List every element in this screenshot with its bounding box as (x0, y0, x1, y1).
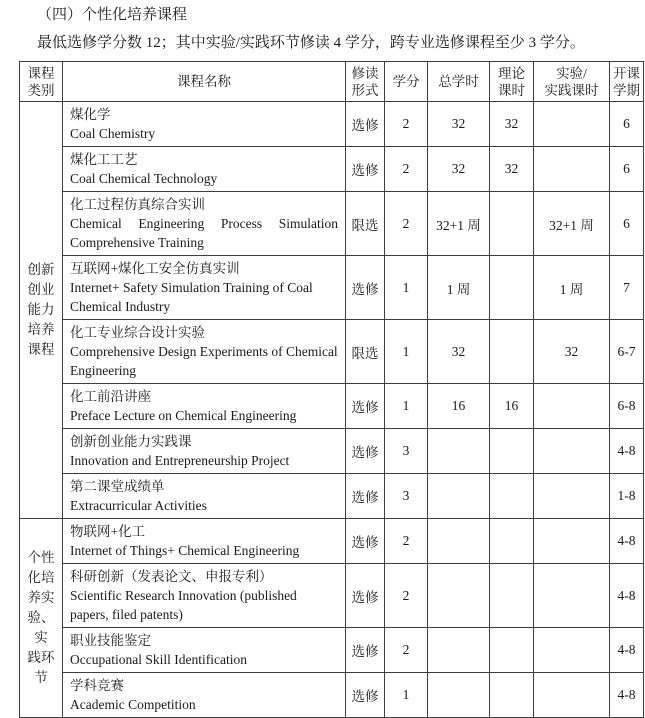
section-subtitle: 最低选修学分数 12；其中实验/实践环节修读 4 学分，跨专业选修课程至少 3 学分。 (37, 35, 585, 51)
mode-cell: 选修 (346, 147, 385, 192)
course-name-en: Scientific Research Innovation (published papers, filed patents) (70, 588, 297, 622)
semester-cell: 4-8 (610, 519, 644, 564)
category-cell: 创新 创业 能力 培养 课程 (20, 102, 63, 519)
credits-cell: 3 (385, 429, 428, 474)
credits-cell: 1 (385, 320, 428, 384)
course-name-zh: 煤化工工艺 (70, 152, 138, 167)
total-hours-cell: 32+1 周 (428, 192, 490, 256)
course-name-en: Occupational Skill Identification (70, 652, 247, 667)
credits-cell: 3 (385, 474, 428, 519)
theory-hours-cell: 16 (490, 384, 534, 429)
header-row (20, 62, 644, 102)
semester-cell: 6-8 (610, 384, 644, 429)
mode-cell: 选修 (346, 429, 385, 474)
practice-hours-cell (534, 474, 610, 519)
table-row (20, 320, 644, 384)
mode-cell: 选修 (346, 474, 385, 519)
table-row (20, 102, 644, 147)
table-row (20, 628, 644, 673)
course-name-zh: 煤化学 (70, 107, 111, 122)
credits-cell: 2 (385, 102, 428, 147)
course-name-cell (63, 429, 346, 474)
credits-cell: 2 (385, 628, 428, 673)
course-name-en: Preface Lecture on Chemical Engineering (70, 408, 297, 423)
table-row (20, 474, 644, 519)
total-hours-cell: 32 (428, 320, 490, 384)
mode-cell: 选修 (346, 384, 385, 429)
column-header-0: 课程 类别 (20, 62, 63, 102)
theory-hours-cell (490, 474, 534, 519)
practice-hours-cell: 32+1 周 (534, 192, 610, 256)
course-name-en: Comprehensive Design Experiments of Chemical Engineering (70, 344, 338, 378)
category-cell: 个性 化培 养实 验、实 践环 节 (20, 519, 63, 718)
course-name-zh: 互联网+煤化工安全仿真实训 (70, 261, 240, 276)
column-header-7: 开课 学期 (610, 62, 644, 102)
column-header-1: 课程名称 (63, 62, 346, 102)
course-name-cell (63, 147, 346, 192)
semester-cell: 4-8 (610, 628, 644, 673)
column-header-3: 学分 (385, 62, 428, 102)
table-row (20, 519, 644, 564)
course-name-en: Academic Competition (70, 697, 196, 712)
total-hours-cell (428, 673, 490, 718)
mode-cell: 选修 (346, 628, 385, 673)
practice-hours-cell: 1 周 (534, 256, 610, 320)
column-header-2: 修读 形式 (346, 62, 385, 102)
column-header-6: 实验/ 实践课时 (534, 62, 610, 102)
course-name-zh: 化工前沿讲座 (70, 389, 151, 404)
total-hours-cell: 16 (428, 384, 490, 429)
credits-cell: 2 (385, 192, 428, 256)
practice-hours-cell (534, 673, 610, 718)
semester-cell: 6 (610, 147, 644, 192)
course-name-cell (63, 102, 346, 147)
theory-hours-cell: 32 (490, 147, 534, 192)
course-name-cell (63, 256, 346, 320)
course-name-en: Internet+ Safety Simulation Training of Coal Chemical Industry (70, 280, 313, 314)
column-header-4: 总学时 (428, 62, 490, 102)
course-name-cell (63, 320, 346, 384)
column-header-5: 理论 课时 (490, 62, 534, 102)
course-name-zh: 化工过程仿真综合实训 (70, 197, 205, 212)
mode-cell: 选修 (346, 519, 385, 564)
course-name-cell (63, 519, 346, 564)
course-name-zh: 科研创新（发表论文、申报专利） (70, 569, 273, 584)
semester-cell: 7 (610, 256, 644, 320)
theory-hours-cell (490, 673, 534, 718)
semester-cell: 6-7 (610, 320, 644, 384)
semester-cell: 4-8 (610, 673, 644, 718)
course-table (19, 61, 644, 718)
course-name-zh: 创新创业能力实践课 (70, 434, 192, 449)
table-row (20, 192, 644, 256)
mode-cell: 限选 (346, 320, 385, 384)
section-title: （四）个性化培养课程 (37, 7, 188, 23)
table-row (20, 384, 644, 429)
mode-cell: 选修 (346, 102, 385, 147)
theory-hours-cell (490, 429, 534, 474)
total-hours-cell (428, 564, 490, 628)
theory-hours-cell (490, 628, 534, 673)
credits-cell: 1 (385, 673, 428, 718)
total-hours-cell: 32 (428, 147, 490, 192)
course-name-cell (63, 384, 346, 429)
total-hours-cell (428, 429, 490, 474)
semester-cell: 4-8 (610, 564, 644, 628)
theory-hours-cell: 32 (490, 102, 534, 147)
practice-hours-cell (534, 147, 610, 192)
table-row (20, 429, 644, 474)
theory-hours-cell (490, 256, 534, 320)
theory-hours-cell (490, 320, 534, 384)
course-name-zh: 物联网+化工 (70, 524, 146, 539)
practice-hours-cell (534, 519, 610, 564)
credits-cell: 1 (385, 256, 428, 320)
course-name-en: Chemical Engineering Process Simulation Comprehensive Training (70, 216, 338, 250)
total-hours-cell (428, 474, 490, 519)
course-name-en: Coal Chemistry (70, 126, 156, 141)
mode-cell: 限选 (346, 192, 385, 256)
course-name-en: Innovation and Entrepreneurship Project (70, 453, 290, 468)
document-page (0, 6, 645, 718)
semester-cell: 1-8 (610, 474, 644, 519)
practice-hours-cell: 32 (534, 320, 610, 384)
course-name-en: Internet of Things+ Chemical Engineering (70, 543, 300, 558)
course-name-cell (63, 564, 346, 628)
course-name-zh: 职业技能鉴定 (70, 633, 151, 648)
table-row (20, 673, 644, 718)
total-hours-cell (428, 519, 490, 564)
table-row (20, 147, 644, 192)
total-hours-cell: 32 (428, 102, 490, 147)
practice-hours-cell (534, 384, 610, 429)
practice-hours-cell (534, 628, 610, 673)
total-hours-cell: 1 周 (428, 256, 490, 320)
course-name-cell (63, 673, 346, 718)
table-row (20, 564, 644, 628)
credits-cell: 2 (385, 519, 428, 564)
mode-cell: 选修 (346, 564, 385, 628)
practice-hours-cell (534, 564, 610, 628)
semester-cell: 6 (610, 102, 644, 147)
credits-cell: 2 (385, 147, 428, 192)
theory-hours-cell (490, 564, 534, 628)
table-row (20, 256, 644, 320)
course-name-en: Extracurricular Activities (70, 498, 207, 513)
practice-hours-cell (534, 429, 610, 474)
course-name-zh: 第二课堂成绩单 (70, 479, 165, 494)
practice-hours-cell (534, 102, 610, 147)
course-name-cell (63, 628, 346, 673)
course-name-en: Coal Chemical Technology (70, 171, 218, 186)
mode-cell: 选修 (346, 256, 385, 320)
mode-cell: 选修 (346, 673, 385, 718)
table-body (20, 102, 644, 718)
course-name-zh: 学科竞赛 (70, 678, 124, 693)
total-hours-cell (428, 628, 490, 673)
credits-cell: 2 (385, 564, 428, 628)
theory-hours-cell (490, 519, 534, 564)
course-name-zh: 化工专业综合设计实验 (70, 325, 205, 340)
semester-cell: 4-8 (610, 429, 644, 474)
course-name-cell (63, 474, 346, 519)
credits-cell: 1 (385, 384, 428, 429)
semester-cell: 6 (610, 192, 644, 256)
theory-hours-cell (490, 192, 534, 256)
course-name-cell (63, 192, 346, 256)
